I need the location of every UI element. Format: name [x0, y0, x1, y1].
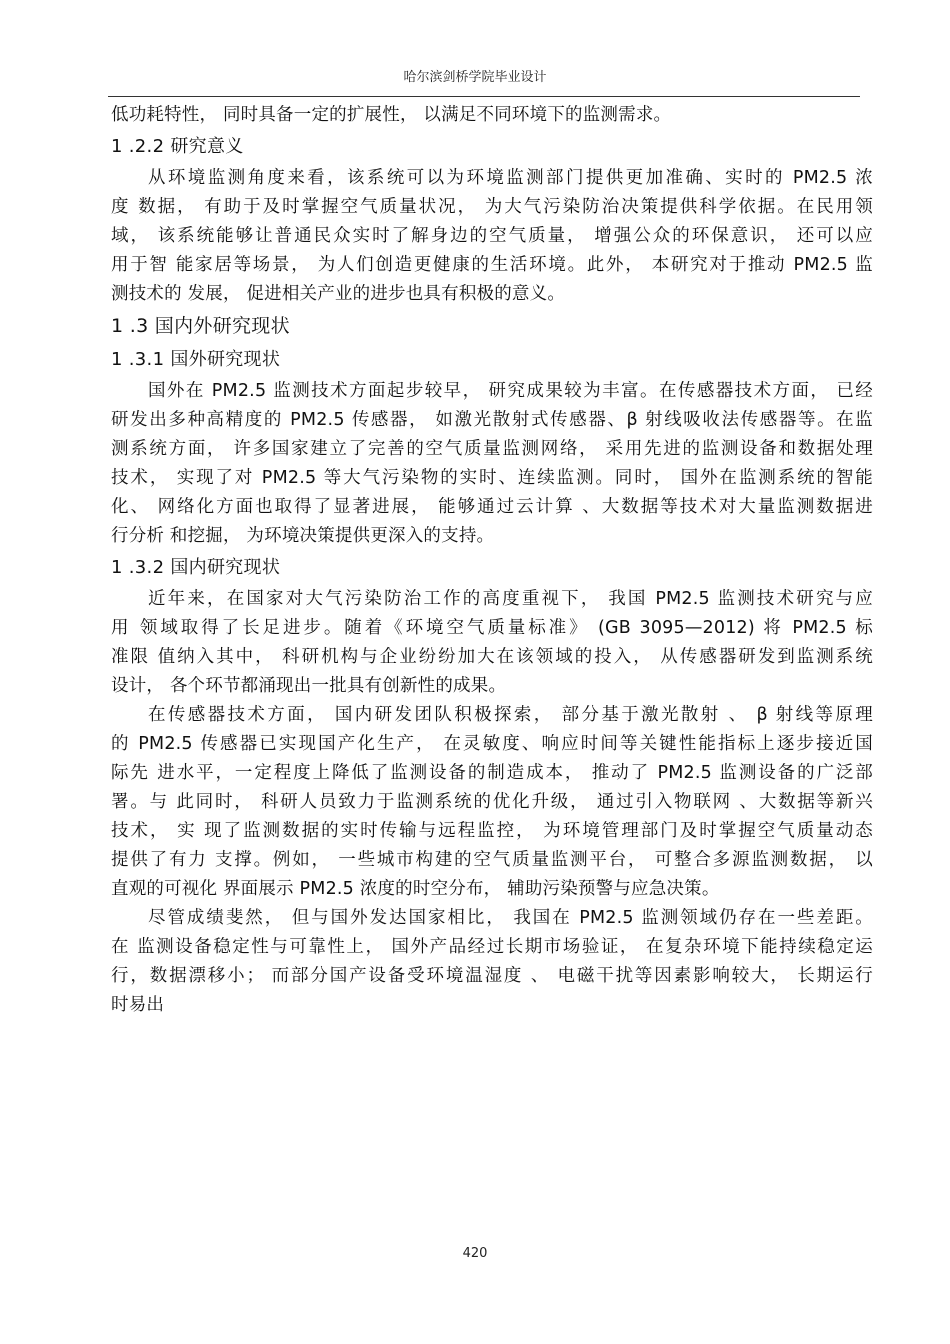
- subsection-heading: 1 .3.1 国外研究现状: [111, 349, 281, 370]
- text-line: 际先 进水平，一定程度上降低了监测设备的制造成本， 推动了 PM2.5 监测设备的广泛部: [111, 763, 873, 783]
- page-number: 420: [462, 1246, 488, 1261]
- text-line: 化、 网络化方面也取得了显著进展， 能够通过云计算 、大数据等技术对大量监测数据进: [111, 497, 873, 517]
- text-line: 在 监测设备稳定性与可靠性上， 国外产品经过长期市场验证， 在复杂环境下能持续稳定运: [111, 937, 873, 957]
- text-line: 低功耗特性， 同时具备一定的扩展性， 以满足不同环境下的监测需求。: [111, 105, 672, 125]
- text-line: 近年来，在国家对大气污染防治工作的高度重视下， 我国 PM2.5 监测技术研究与应: [148, 589, 873, 609]
- page-header: 哈尔滨剑桥学院毕业设计: [403, 70, 547, 85]
- text-line: 直观的可视化 界面展示 PM2.5 浓度的时空分布， 辅助污染预警与应急决策。: [111, 879, 720, 899]
- text-line: 在传感器技术方面， 国内研发团队积极探索， 部分基于激光散射 、 β 射线等原理: [148, 705, 873, 725]
- paragraph: [111, 377, 873, 551]
- subsection-heading: 1 .2.2 研究意义: [111, 136, 244, 157]
- text-line: 研发出多种高精度的 PM2.5 传感器， 如激光散射式传感器、β 射线吸收法传感器等。在监: [111, 410, 873, 430]
- paragraph: [111, 701, 873, 904]
- text-line: 的 PM2.5 传感器已实现国产化生产， 在灵敏度、响应时间等关键性能指标上逐步接近国: [111, 734, 873, 754]
- text-line: 国外在 PM2.5 监测技术方面起步较早， 研究成果较为丰富。在传感器技术方面， 已经: [148, 381, 873, 401]
- header-divider: [108, 96, 860, 97]
- paragraph: [111, 904, 873, 1020]
- text-line: 尽管成绩斐然， 但与国外发达国家相比， 我国在 PM2.5 监测领域仍存在一些差距。: [148, 908, 873, 928]
- paragraph: [111, 585, 873, 701]
- text-line: 技术， 实 现了监测数据的实时传输与远程监控， 为环境管理部门及时掌握空气质量动态: [111, 821, 873, 841]
- text-line: 用于智 能家居等场景， 为人们创造更健康的生活环境。此外， 本研究对于推动 PM2.5 监: [111, 255, 873, 275]
- text-line: 度 数据， 有助于及时掌握空气质量状况， 为大气污染防治决策提供科学依据。在民用领: [111, 197, 873, 217]
- text-line: 行，数据漂移小； 而部分国产设备受环境温湿度 、 电磁干扰等因素影响较大， 长期运行: [111, 966, 873, 986]
- section-heading: 1 .3 国内外研究现状: [111, 315, 290, 337]
- text-line: 行分析 和挖掘， 为环境决策提供更深入的支持。: [111, 526, 495, 546]
- text-line: 测系统方面， 许多国家建立了完善的空气质量监测网络， 采用先进的监测设备和数据处理: [111, 439, 873, 459]
- text-line: 域， 该系统能够让普通民众实时了解身边的空气质量， 增强公众的环保意识， 还可以应: [111, 226, 873, 246]
- body-content: [111, 101, 873, 1020]
- text-line: 从环境监测角度来看，该系统可以为环境监测部门提供更加准确、实时的 PM2.5 浓: [148, 168, 873, 188]
- text-line: 准限 值纳入其中， 科研机构与企业纷纷加大在该领域的投入， 从传感器研发到监测系统: [111, 647, 873, 667]
- text-line: 技术， 实现了对 PM2.5 等大气污染物的实时、连续监测。同时， 国外在监测系统的智能: [111, 468, 873, 488]
- paragraph: [111, 101, 873, 130]
- text-line: 提供了有力 支撑。例如， 一些城市构建的空气质量监测平台， 可整合多源监测数据， 以: [111, 850, 873, 870]
- paragraph: [111, 164, 873, 309]
- text-line: 署。与 此同时， 科研人员致力于监测系统的优化升级， 通过引入物联网 、大数据等新兴: [111, 792, 873, 812]
- subsection-heading: 1 .3.2 国内研究现状: [111, 557, 281, 578]
- text-line: 设计， 各个环节都涌现出一批具有创新性的成果。: [111, 676, 507, 696]
- text-line: 时易出: [111, 995, 165, 1015]
- text-line: 用 领域取得了长足进步。随着《环境空气质量标准》 (GB 3095—2012) 将 PM2.5 标: [111, 618, 873, 638]
- text-line: 测技术的 发展， 促进相关产业的进步也具有积极的意义。: [111, 284, 566, 304]
